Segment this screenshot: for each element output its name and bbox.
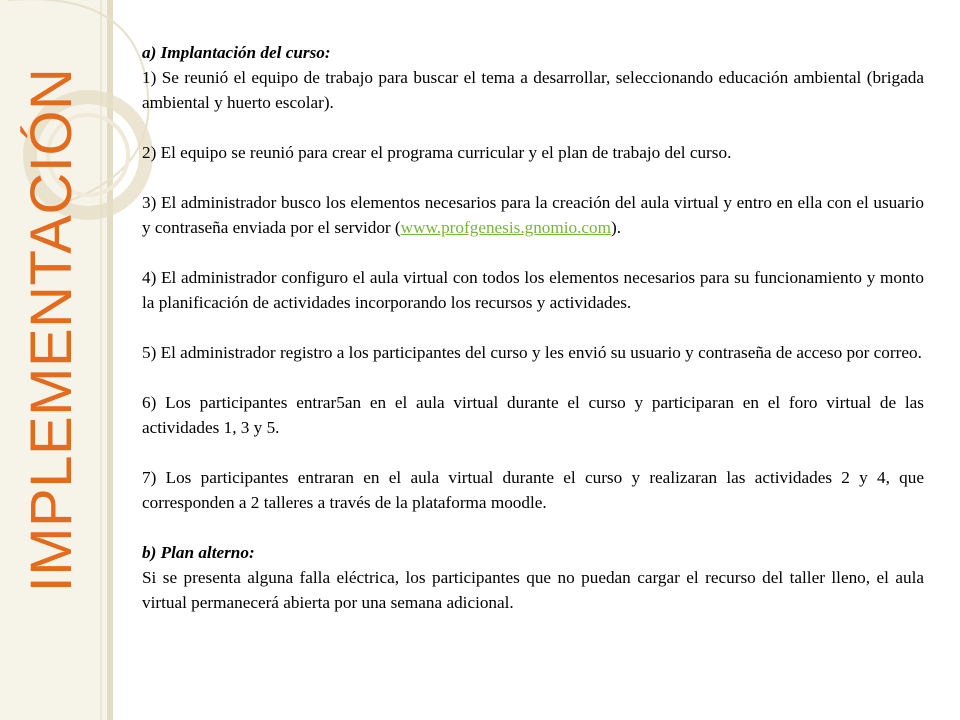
section-b-heading: b) Plan alterno: [142, 543, 255, 562]
spacer [142, 165, 924, 190]
spacer [142, 315, 924, 340]
section-a-heading: a) Implantación del curso: [142, 43, 331, 62]
spacer [142, 115, 924, 140]
plan-b-text: Si se presenta alguna falla eléctrica, los participantes que no puedan cargar el recurso del taller lleno, el aula virtual permanecerá abierta por una semana adicional. [142, 568, 924, 612]
item-3-end: ). [611, 218, 622, 237]
server-link[interactable]: www.profgenesis.gnomio.com [400, 218, 612, 237]
item-5: 5) El administrador registro a los participantes del curso y les envió su usuario y contraseña de acceso por correo. [142, 343, 922, 362]
item-4: 4) El administrador configuro el aula virtual con todos los elementos necesarios para su funcionamiento y monto la planificación de actividades incorporando los recursos y actividades. [142, 268, 924, 312]
spacer [142, 240, 924, 265]
item-3-text: 3) El administrador busco los elementos necesarios para la creación del aula virtual y entro en ella con el usuario y contraseña enviada por el servidor ( [142, 193, 924, 237]
item-3 [142, 190, 924, 240]
vertical-title: IMPLEMENTACIÓN [19, 67, 84, 593]
spacer [142, 440, 924, 465]
item-2: 2) El equipo se reunió para crear el programa curricular y el plan de trabajo del curso. [142, 143, 732, 162]
spacer [142, 515, 924, 540]
spacer [142, 365, 924, 390]
item-7: 7) Los participantes entraran en el aula virtual durante el curso y realizaran las actividades 2 y 4, que corresponden a 2 talleres a través de la plataforma moodle. [142, 468, 924, 512]
item-1: 1) Se reunió el equipo de trabajo para buscar el tema a desarrollar, seleccionando educación ambiental (brigada ambiental y huerto escolar). [142, 68, 924, 112]
document-body [142, 40, 924, 615]
item-6: 6) Los participantes entrar5an en el aula virtual durante el curso y participaran en el foro virtual de las actividades 1, 3 y 5. [142, 393, 924, 437]
